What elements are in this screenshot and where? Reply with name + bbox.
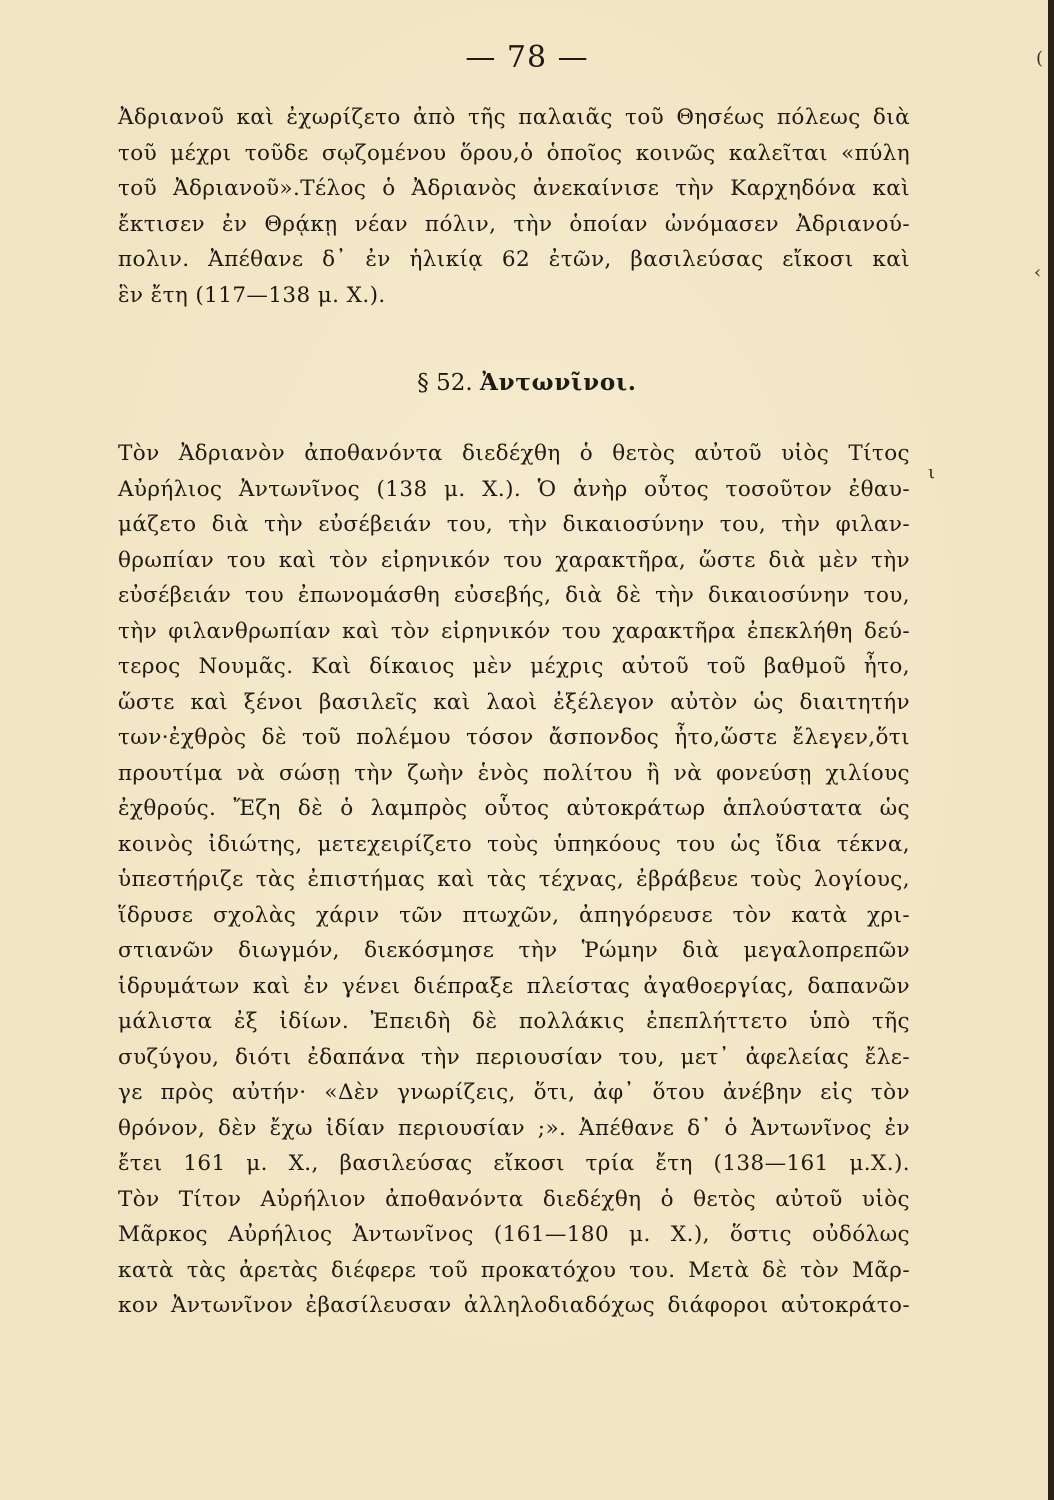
text-line: προυτίμα νὰ σώσῃ τὴν ζωὴν ἑνὸς πολίτου ἢ νὰ φονεύσῃ χιλίους <box>118 760 910 786</box>
paragraph-1 <box>118 100 910 313</box>
text-line: ἓν ἔτη (117—138 μ. Χ.). <box>118 282 386 308</box>
text-line: των·ἐχθρὸς δὲ τοῦ πολέμου τόσον ἄσπονδος ἦτο,ὥστε ἔλεγεν,ὅτι <box>118 725 910 750</box>
text-line: Ἀδριανοῦ καὶ ἐχωρίζετο ἀπὸ τῆς παλαιᾶς τοῦ Θησέως πόλεως διὰ <box>118 105 910 130</box>
text-line: Τὸν Τίτον Αὐρήλιον ἀποθανόντα διεδέχθη ὁ θετὸς αὐτοῦ υἱὸς <box>118 1186 910 1212</box>
text-line: κοινὸς ἰδιώτης, μετεχειρίζετο τοὺς ὑπηκόους του ὡς ἴδια τέκνα, <box>118 831 910 857</box>
text-line: θρόνον, δὲν ἔχω ἰδίαν περιουσίαν ;». Ἀπέθανε δ᾽ ὁ Ἀντωνῖνος ἐν <box>118 1115 910 1141</box>
section-number: § 52. <box>417 370 473 396</box>
text-line: τοῦ Ἀδριανοῦ».Τέλος ὁ Ἀδριανὸς ἀνεκαίνισε τὴν Καρχηδόνα καὶ <box>118 176 910 201</box>
text-line: ἔτει 161 μ. Χ., βασιλεύσας εἴκοσι τρία ἔτη (138—161 μ.Χ.). <box>118 1151 910 1176</box>
paragraph-2 <box>118 436 910 1324</box>
text-line: ἔκτισεν ἐν Θρᾴκῃ νέαν πόλιν, τὴν ὁποίαν ὠνόμασεν Ἀδριανού- <box>118 211 910 237</box>
text-line: ὥστε καὶ ξένοι βασιλεῖς καὶ λαοὶ ἐξέλεγον αὐτὸν ὡς διαιτητήν <box>118 689 910 715</box>
text-line: Μᾶρκος Αὐρήλιος Ἀντωνῖνος (161—180 μ. Χ.), ὅστις οὐδόλως <box>118 1222 910 1247</box>
text-line: Αὐρήλιος Ἀντωνῖνος (138 μ. Χ.). Ὁ ἀνὴρ οὗτος τοσοῦτον ἐθαυ- <box>118 476 910 502</box>
text-line: ὑπεστήριζε τὰς ἐπιστήμας καὶ τὰς τέχνας, ἐβράβευε τοὺς λογίους, <box>118 867 910 892</box>
section-heading <box>0 368 1054 398</box>
text-line: εὐσέβειάν του ἐπωνομάσθη εὐσεβής, διὰ δὲ τὴν δικαιοσύνην του, <box>118 583 910 608</box>
text-line: Τὸν Ἀδριανὸν ἀποθανόντα διεδέχθη ὁ θετὸς αὐτοῦ υἱὸς Τίτος <box>118 441 910 466</box>
section-title: Ἀντωνῖνοι. <box>480 369 637 396</box>
text-line: τερος Νουμᾶς. Καὶ δίκαιος μὲν μέχρις αὐτοῦ τοῦ βαθμοῦ ἦτο, <box>118 654 910 679</box>
text-line: στιανῶν διωγμόν, διεκόσμησε τὴν Ῥώμην διὰ μεγαλοπρεπῶν <box>118 938 910 963</box>
text-line: μάλιστα ἐξ ἰδίων. Ἐπειδὴ δὲ πολλάκις ἐπεπλήττετο ὑπὸ τῆς <box>118 1009 910 1034</box>
text-line: ἐχθρούς. Ἔζη δὲ ὁ λαμπρὸς οὗτος αὐτοκράτωρ ἁπλούστατα ὡς <box>118 796 910 821</box>
text-line: πολιν. Ἀπέθανε δ᾽ ἐν ἡλικίᾳ 62 ἐτῶν, βασιλεύσας εἴκοσι καὶ <box>118 247 910 272</box>
text-line: κον Ἀντωνῖνον ἐβασίλευσαν ἀλληλοδιαδόχως διάφοροι αὐτοκράτο- <box>118 1293 910 1318</box>
text-line: τὴν φιλανθρωπίαν καὶ τὸν εἰρηνικόν του χαρακτῆρα ἐπεκλήθη δεύ- <box>118 618 910 644</box>
margin-mark: ( <box>1036 48 1044 69</box>
text-line: τοῦ μέχρι τοῦδε σῳζομένου ὅρου,ὁ ὁποῖος κοινῶς καλεῖται «πύλη <box>118 140 910 166</box>
text-line: μάζετο διὰ τὴν εὐσέβειάν του, τὴν δικαιοσύνην του, τὴν φιλαν- <box>118 512 910 537</box>
page-edge <box>1048 0 1054 1500</box>
text-line: γε πρὸς αὐτήν· «Δὲν γνωρίζεις, ὅτι, ἀφ᾽ ὅτου ἀνέβην εἰς τὸν <box>118 1080 910 1105</box>
margin-mark: ‹ <box>1034 262 1042 283</box>
text-line: θρωπίαν του καὶ τὸν εἰρηνικόν του χαρακτῆρα, ὥστε διὰ μὲν τὴν <box>118 547 910 573</box>
text-line: συζύγου, διότι ἐδαπάνα τὴν περιουσίαν του, μετ᾽ ἀφελείας ἔλε- <box>118 1044 910 1070</box>
text-line: ἵδρυσε σχολὰς χάριν τῶν πτωχῶν, ἀπηγόρευσε τὸν κατὰ χρι- <box>118 902 910 928</box>
text-line: κατὰ τὰς ἀρετὰς διέφερε τοῦ προκατόχου του. Μετὰ δὲ τὸν Μᾶρ- <box>118 1257 910 1283</box>
text-line: ἱδρυμάτων καὶ ἐν γένει διέπραξε πλείστας ἀγαθοεργίας, δαπανῶν <box>118 973 910 999</box>
page-number: — 78 — <box>465 40 589 75</box>
margin-mark: ι <box>928 462 936 483</box>
